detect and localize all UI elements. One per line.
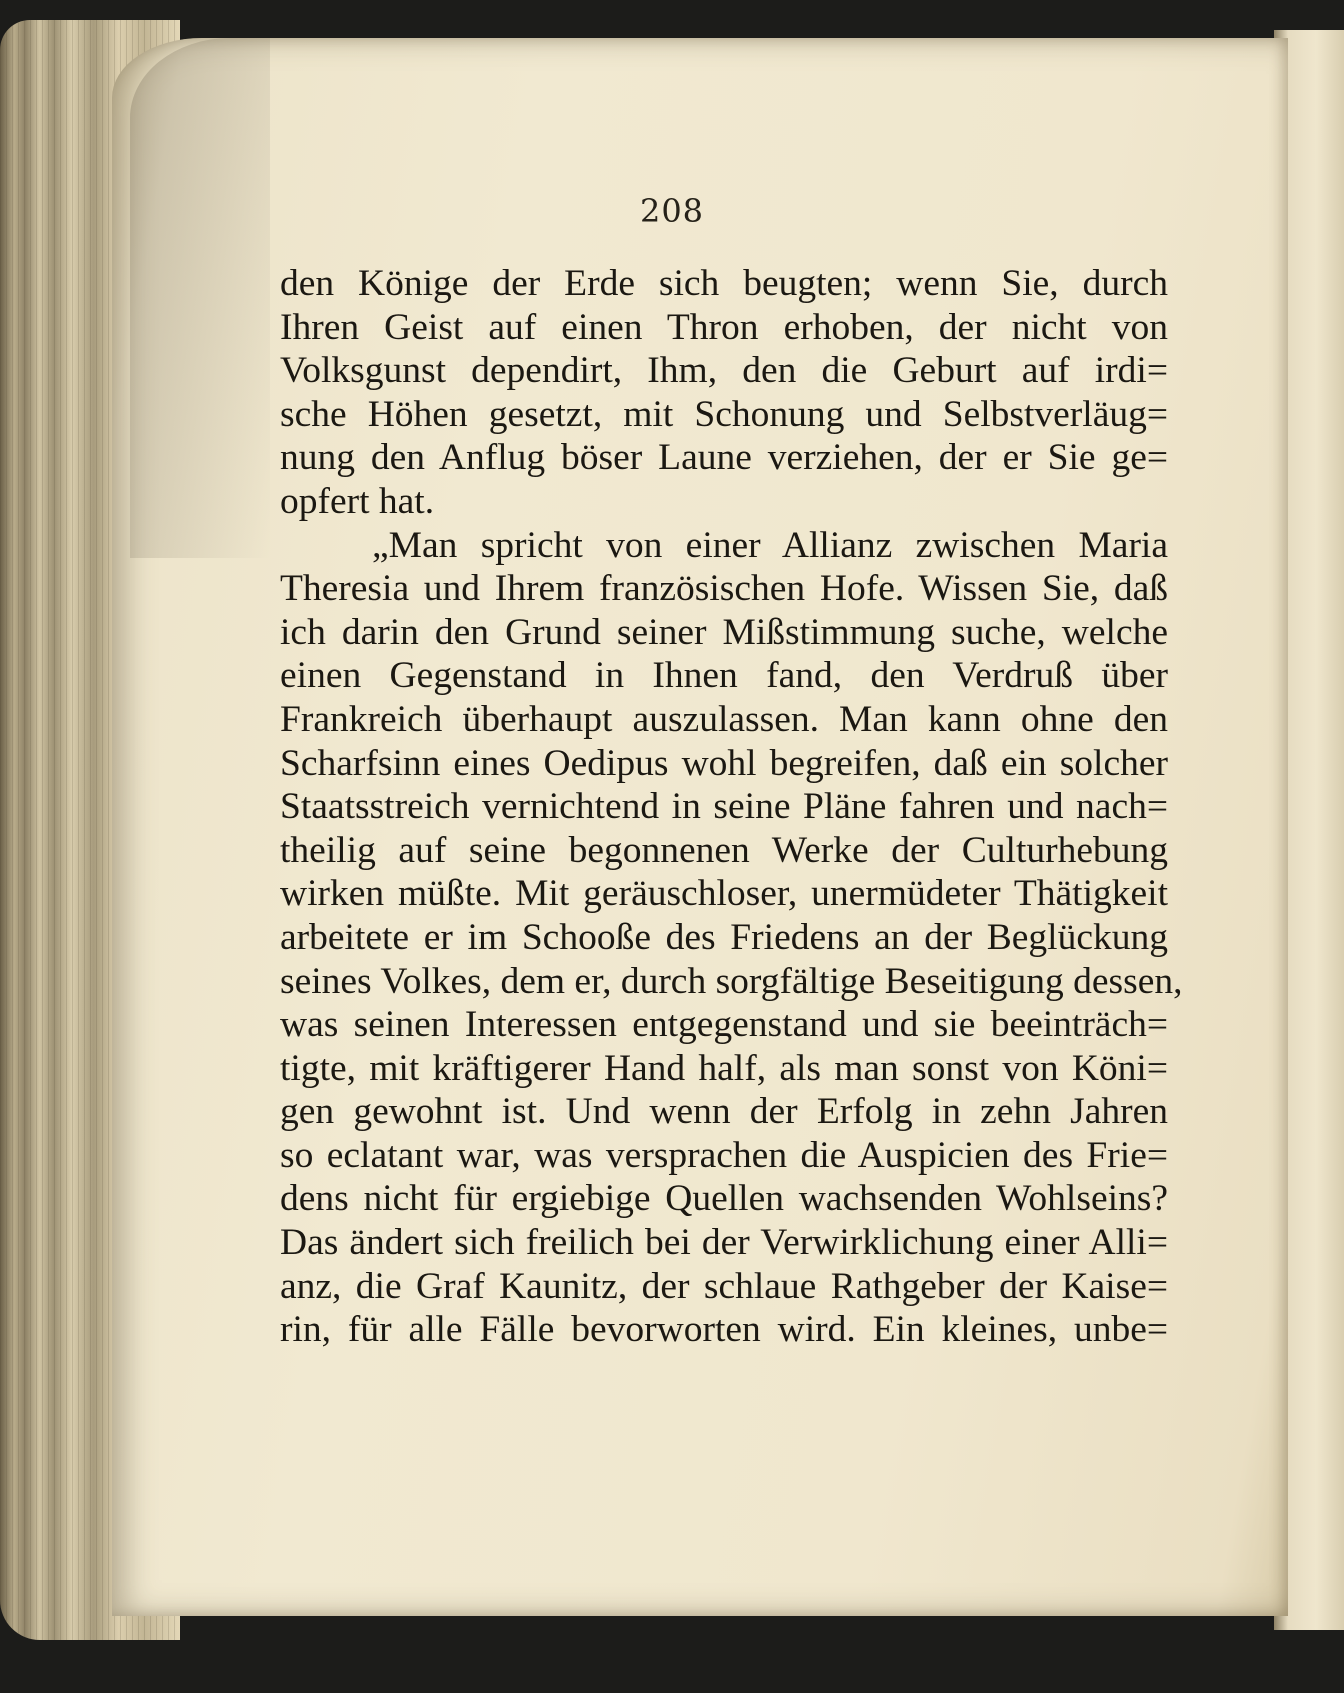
text-line: Frankreich überhaupt auszulassen. Man kann ohne den xyxy=(280,698,1168,740)
text-line: gen gewohnt ist. Und wenn der Erfolg in zehn Jahren xyxy=(280,1091,1168,1133)
text-line: Staatsstreich vernichtend in seine Pläne fahren und nach= xyxy=(280,786,1168,828)
page-body-text xyxy=(280,262,1183,1352)
text-line: Scharfsinn eines Oedipus wohl begreifen, daß ein solcher xyxy=(280,742,1168,784)
text-line: Volksgunst dependirt, Ihm, den die Geburt auf irdi= xyxy=(280,350,1168,392)
text-line: was seinen Interessen entgegenstand und sie beeinträch= xyxy=(280,1004,1168,1046)
text-line: ich darin den Grund seiner Mißstimmung suche, welche xyxy=(280,611,1168,653)
text-line: „Man spricht von einer Allianz zwischen Maria xyxy=(372,524,1168,566)
text-line: seines Volkes, dem er, durch sorgfältige Beseitigung dessen, xyxy=(280,960,1183,1002)
text-line: einen Gegenstand in Ihnen fand, den Verdruß über xyxy=(280,655,1168,697)
text-line: Ihren Geist auf einen Thron erhoben, der nicht von xyxy=(280,306,1168,348)
text-line: theilig auf seine begonnenen Werke der Culturhebung xyxy=(280,829,1168,871)
text-line: nung den Anflug böser Laune verziehen, der er Sie ge= xyxy=(280,437,1168,479)
text-line: opfert hat. xyxy=(280,480,435,522)
text-line: dens nicht für ergiebige Quellen wachsenden Wohlseins? xyxy=(280,1178,1168,1220)
text-line: wirken müßte. Mit geräuschloser, unermüdeter Thätigkeit xyxy=(280,873,1168,915)
text-line: Theresia und Ihrem französischen Hofe. Wissen Sie, daß xyxy=(280,568,1168,610)
text-line: Das ändert sich freilich bei der Verwirklichung einer Alli= xyxy=(280,1222,1168,1264)
text-line: so eclatant war, was versprachen die Auspicien des Frie= xyxy=(280,1134,1168,1176)
text-line: rin, für alle Fälle bevorworten wird. Ein kleines, unbe= xyxy=(280,1309,1168,1351)
text-line: tigte, mit kräftigerer Hand half, als man sonst von Köni= xyxy=(280,1047,1168,1089)
text-line: sche Höhen gesetzt, mit Schonung und Selbstverläug= xyxy=(280,393,1168,435)
text-line: den Könige der Erde sich beugten; wenn Sie, durch xyxy=(280,263,1168,304)
text-line: anz, die Graf Kaunitz, der schlaue Rathgeber der Kaise= xyxy=(280,1265,1168,1307)
text-line: arbeitete er im Schooße des Friedens an der Beglückung xyxy=(280,916,1168,958)
page-number: 208 xyxy=(639,192,705,230)
